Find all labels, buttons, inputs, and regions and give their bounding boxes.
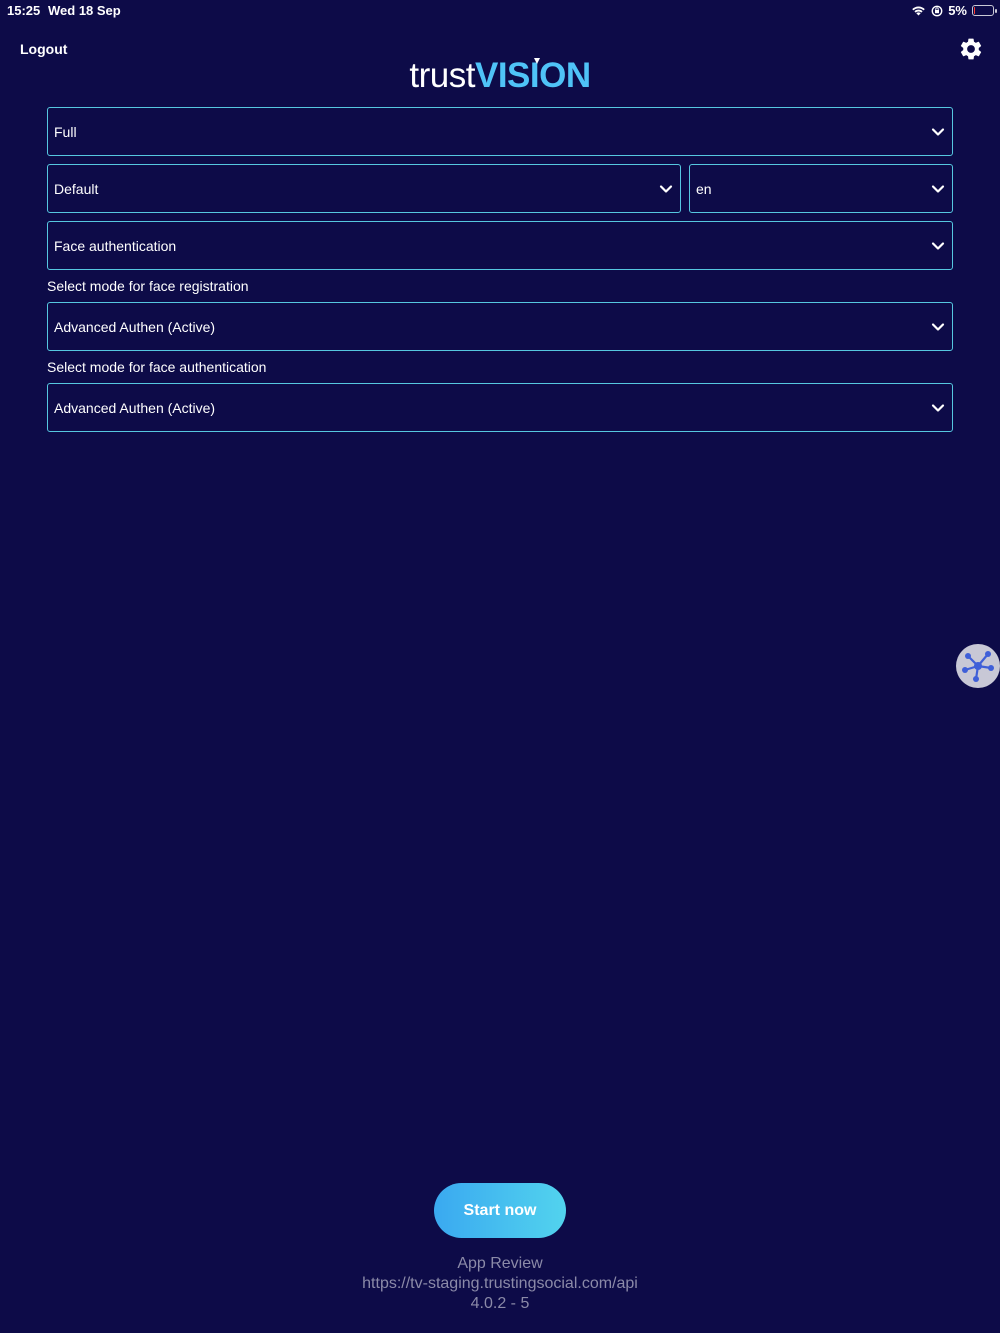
logo-trust-text: trust <box>409 56 475 95</box>
logo-mark-icon <box>534 58 540 64</box>
chevron-down-icon <box>659 184 673 194</box>
api-url: https://tv-staging.trustingsocial.com/api <box>362 1275 638 1292</box>
status-time: 15:25 <box>7 3 41 18</box>
flow-dropdown[interactable] <box>47 107 953 156</box>
registration-mode-label: Select mode for face registration <box>47 278 249 294</box>
authentication-mode-value: Advanced Authen (Active) <box>54 399 216 416</box>
wifi-icon <box>911 5 926 16</box>
chevron-down-icon <box>931 322 945 332</box>
environment-label: App Review <box>457 1255 543 1272</box>
version-label: 4.0.2 - 5 <box>470 1295 530 1312</box>
battery-level <box>974 7 975 14</box>
authentication-mode-label: Select mode for face authentication <box>47 359 267 375</box>
chevron-down-icon <box>931 127 945 137</box>
language-dropdown[interactable] <box>689 164 953 213</box>
floating-network-button[interactable] <box>956 644 1000 688</box>
registration-mode-dropdown[interactable] <box>47 302 953 351</box>
battery-percentage: 5% <box>948 3 967 18</box>
app-info-footer <box>0 1254 1000 1314</box>
mode-dropdown-value: Face authentication <box>54 237 177 254</box>
flow-dropdown-value: Full <box>54 123 77 140</box>
authentication-mode-dropdown[interactable] <box>47 383 953 432</box>
status-date: Wed 18 Sep <box>48 3 121 18</box>
language-dropdown-value: en <box>696 180 712 197</box>
chevron-down-icon <box>931 184 945 194</box>
network-hub-icon <box>956 644 1000 688</box>
registration-mode-value: Advanced Authen (Active) <box>54 318 216 335</box>
start-now-button[interactable]: Start now <box>434 1183 566 1238</box>
trustvision-logo <box>0 54 1000 98</box>
status-indicators <box>911 3 994 18</box>
mode-dropdown[interactable] <box>47 221 953 270</box>
battery-icon <box>972 5 994 16</box>
status-bar <box>0 0 1000 20</box>
orientation-lock-icon <box>931 5 943 17</box>
chevron-down-icon <box>931 403 945 413</box>
logout-button[interactable]: Logout <box>20 41 68 57</box>
theme-dropdown-value: Default <box>54 180 99 197</box>
chevron-down-icon <box>931 241 945 251</box>
gear-icon[interactable] <box>958 36 984 62</box>
logo-vision-text: VISION <box>474 56 591 95</box>
theme-dropdown[interactable] <box>47 164 681 213</box>
